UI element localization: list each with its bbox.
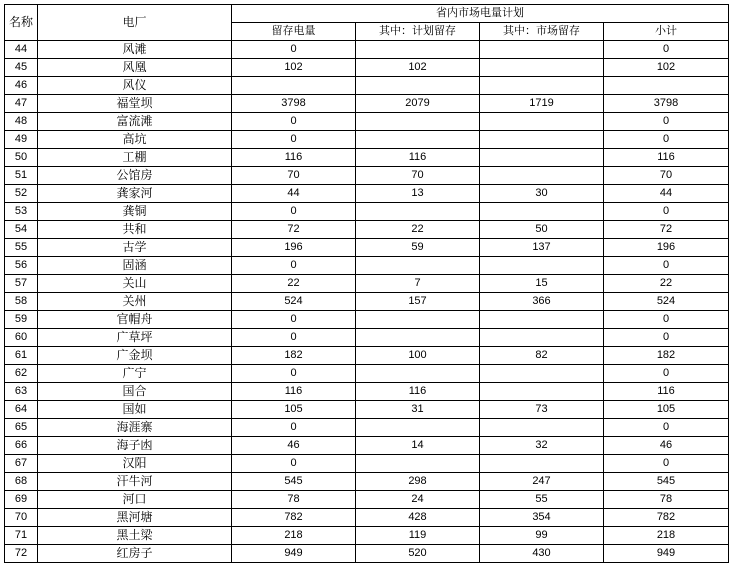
cell-plant: 广宁 <box>38 365 232 383</box>
cell-market-keep <box>480 311 604 329</box>
cell-subtotal: 545 <box>604 473 729 491</box>
table-row[interactable] <box>5 221 729 239</box>
cell-keep-energy: 0 <box>232 41 356 59</box>
cell-plant: 风凰 <box>38 59 232 77</box>
cell-index: 64 <box>5 401 38 419</box>
cell-subtotal: 0 <box>604 329 729 347</box>
cell-market-keep <box>480 329 604 347</box>
cell-subtotal: 0 <box>604 311 729 329</box>
cell-keep-energy: 545 <box>232 473 356 491</box>
table-row[interactable] <box>5 545 729 563</box>
cell-index: 55 <box>5 239 38 257</box>
cell-keep-energy: 182 <box>232 347 356 365</box>
cell-plant: 国如 <box>38 401 232 419</box>
cell-plan-keep: 70 <box>356 167 480 185</box>
cell-subtotal: 0 <box>604 365 729 383</box>
cell-keep-energy: 0 <box>232 455 356 473</box>
cell-subtotal: 0 <box>604 455 729 473</box>
cell-plan-keep <box>356 365 480 383</box>
cell-index: 53 <box>5 203 38 221</box>
header-index: 名称 <box>5 5 38 41</box>
cell-index: 50 <box>5 149 38 167</box>
cell-market-keep <box>480 77 604 95</box>
cell-index: 68 <box>5 473 38 491</box>
cell-plan-keep: 24 <box>356 491 480 509</box>
cell-plan-keep <box>356 203 480 221</box>
table-row[interactable] <box>5 77 729 95</box>
cell-index: 47 <box>5 95 38 113</box>
cell-market-keep: 32 <box>480 437 604 455</box>
cell-subtotal: 0 <box>604 419 729 437</box>
cell-market-keep: 55 <box>480 491 604 509</box>
cell-plant: 广草坪 <box>38 329 232 347</box>
cell-plant: 古学 <box>38 239 232 257</box>
cell-market-keep: 430 <box>480 545 604 563</box>
table-row[interactable] <box>5 95 729 113</box>
cell-market-keep <box>480 419 604 437</box>
table-body <box>5 41 729 563</box>
cell-keep-energy: 0 <box>232 329 356 347</box>
cell-market-keep <box>480 113 604 131</box>
cell-market-keep <box>480 41 604 59</box>
cell-plan-keep: 2079 <box>356 95 480 113</box>
cell-plan-keep: 298 <box>356 473 480 491</box>
cell-index: 71 <box>5 527 38 545</box>
cell-index: 52 <box>5 185 38 203</box>
cell-index: 51 <box>5 167 38 185</box>
cell-plan-keep <box>356 131 480 149</box>
cell-index: 67 <box>5 455 38 473</box>
cell-index: 65 <box>5 419 38 437</box>
cell-keep-energy: 105 <box>232 401 356 419</box>
cell-plan-keep <box>356 77 480 95</box>
cell-subtotal: 218 <box>604 527 729 545</box>
cell-market-keep <box>480 257 604 275</box>
cell-subtotal: 116 <box>604 149 729 167</box>
cell-keep-energy: 0 <box>232 365 356 383</box>
cell-plan-keep: 116 <box>356 383 480 401</box>
table-header-row-group <box>5 5 729 23</box>
cell-subtotal: 196 <box>604 239 729 257</box>
cell-keep-energy: 0 <box>232 113 356 131</box>
cell-keep-energy: 22 <box>232 275 356 293</box>
cell-keep-energy: 116 <box>232 383 356 401</box>
cell-plan-keep: 31 <box>356 401 480 419</box>
cell-market-keep <box>480 149 604 167</box>
cell-keep-energy: 78 <box>232 491 356 509</box>
cell-subtotal: 22 <box>604 275 729 293</box>
cell-index: 60 <box>5 329 38 347</box>
cell-plan-keep <box>356 329 480 347</box>
cell-index: 54 <box>5 221 38 239</box>
cell-plant: 黑土梁 <box>38 527 232 545</box>
header-keep-energy: 留存电量 <box>232 23 356 41</box>
cell-index: 72 <box>5 545 38 563</box>
cell-keep-energy: 0 <box>232 311 356 329</box>
cell-plant: 龚家河 <box>38 185 232 203</box>
cell-subtotal: 116 <box>604 383 729 401</box>
table-row[interactable] <box>5 473 729 491</box>
cell-plan-keep: 116 <box>356 149 480 167</box>
table-row[interactable] <box>5 149 729 167</box>
cell-plant: 公馆房 <box>38 167 232 185</box>
cell-keep-energy: 72 <box>232 221 356 239</box>
cell-plan-keep <box>356 455 480 473</box>
cell-plan-keep <box>356 41 480 59</box>
cell-plant: 高坑 <box>38 131 232 149</box>
cell-market-keep <box>480 167 604 185</box>
cell-plan-keep: 102 <box>356 59 480 77</box>
header-subtotal: 小计 <box>604 23 729 41</box>
cell-plant: 海子凼 <box>38 437 232 455</box>
cell-keep-energy: 70 <box>232 167 356 185</box>
cell-keep-energy: 524 <box>232 293 356 311</box>
table-row[interactable] <box>5 185 729 203</box>
cell-index: 58 <box>5 293 38 311</box>
cell-plan-keep: 119 <box>356 527 480 545</box>
cell-index: 56 <box>5 257 38 275</box>
cell-plant: 固涵 <box>38 257 232 275</box>
cell-plant: 风仪 <box>38 77 232 95</box>
cell-keep-energy: 0 <box>232 203 356 221</box>
cell-keep-energy: 46 <box>232 437 356 455</box>
cell-subtotal: 102 <box>604 59 729 77</box>
cell-plan-keep: 13 <box>356 185 480 203</box>
table-row[interactable] <box>5 131 729 149</box>
table-row[interactable] <box>5 203 729 221</box>
table-row[interactable] <box>5 167 729 185</box>
cell-plant: 红房子 <box>38 545 232 563</box>
cell-subtotal: 3798 <box>604 95 729 113</box>
cell-subtotal: 782 <box>604 509 729 527</box>
cell-subtotal: 949 <box>604 545 729 563</box>
cell-index: 49 <box>5 131 38 149</box>
table-row[interactable] <box>5 383 729 401</box>
cell-market-keep: 50 <box>480 221 604 239</box>
cell-market-keep <box>480 365 604 383</box>
cell-index: 61 <box>5 347 38 365</box>
cell-plan-keep: 14 <box>356 437 480 455</box>
cell-subtotal: 105 <box>604 401 729 419</box>
cell-market-keep: 137 <box>480 239 604 257</box>
cell-plant: 共和 <box>38 221 232 239</box>
cell-index: 57 <box>5 275 38 293</box>
cell-keep-energy: 196 <box>232 239 356 257</box>
cell-keep-energy: 0 <box>232 131 356 149</box>
cell-subtotal: 524 <box>604 293 729 311</box>
cell-index: 48 <box>5 113 38 131</box>
cell-subtotal <box>604 77 729 95</box>
cell-market-keep <box>480 455 604 473</box>
cell-plant: 国合 <box>38 383 232 401</box>
header-group-provincial-market-plan: 省内市场电量计划 <box>232 5 729 23</box>
cell-subtotal: 0 <box>604 113 729 131</box>
cell-subtotal: 72 <box>604 221 729 239</box>
cell-index: 59 <box>5 311 38 329</box>
table-row[interactable] <box>5 347 729 365</box>
cell-plan-keep <box>356 311 480 329</box>
table-row[interactable] <box>5 509 729 527</box>
cell-plant: 汉阳 <box>38 455 232 473</box>
header-plan-keep: 其中：计划留存 <box>356 23 480 41</box>
cell-plan-keep: 100 <box>356 347 480 365</box>
cell-subtotal: 182 <box>604 347 729 365</box>
cell-subtotal: 78 <box>604 491 729 509</box>
cell-market-keep: 15 <box>480 275 604 293</box>
cell-plant: 关山 <box>38 275 232 293</box>
table-row[interactable] <box>5 257 729 275</box>
cell-plan-keep: 157 <box>356 293 480 311</box>
cell-keep-energy: 782 <box>232 509 356 527</box>
cell-plan-keep <box>356 419 480 437</box>
table-row[interactable] <box>5 527 729 545</box>
cell-index: 45 <box>5 59 38 77</box>
cell-subtotal: 44 <box>604 185 729 203</box>
cell-market-keep <box>480 59 604 77</box>
cell-index: 69 <box>5 491 38 509</box>
cell-plan-keep: 59 <box>356 239 480 257</box>
header-plant: 电厂 <box>38 5 232 41</box>
cell-plan-keep <box>356 257 480 275</box>
cell-keep-energy <box>232 77 356 95</box>
cell-plan-keep: 520 <box>356 545 480 563</box>
cell-market-keep: 73 <box>480 401 604 419</box>
table-row[interactable] <box>5 365 729 383</box>
cell-keep-energy: 102 <box>232 59 356 77</box>
cell-plan-keep: 22 <box>356 221 480 239</box>
table-row[interactable] <box>5 329 729 347</box>
cell-keep-energy: 3798 <box>232 95 356 113</box>
table-row[interactable] <box>5 275 729 293</box>
cell-market-keep <box>480 203 604 221</box>
cell-market-keep: 82 <box>480 347 604 365</box>
cell-subtotal: 0 <box>604 257 729 275</box>
table-header <box>5 5 729 41</box>
cell-index: 62 <box>5 365 38 383</box>
table-row[interactable] <box>5 293 729 311</box>
cell-index: 66 <box>5 437 38 455</box>
cell-keep-energy: 116 <box>232 149 356 167</box>
table-row[interactable] <box>5 113 729 131</box>
cell-market-keep: 366 <box>480 293 604 311</box>
cell-index: 46 <box>5 77 38 95</box>
cell-plant: 富流滩 <box>38 113 232 131</box>
cell-market-keep: 30 <box>480 185 604 203</box>
electricity-plan-table <box>4 4 729 563</box>
cell-subtotal: 0 <box>604 131 729 149</box>
table-row[interactable] <box>5 239 729 257</box>
table-row[interactable] <box>5 437 729 455</box>
cell-plant: 关州 <box>38 293 232 311</box>
cell-plant: 广金坝 <box>38 347 232 365</box>
cell-keep-energy: 949 <box>232 545 356 563</box>
table-row[interactable] <box>5 419 729 437</box>
cell-subtotal: 0 <box>604 41 729 59</box>
cell-subtotal: 70 <box>604 167 729 185</box>
cell-plant: 龚铜 <box>38 203 232 221</box>
cell-market-keep: 1719 <box>480 95 604 113</box>
cell-plant: 风滩 <box>38 41 232 59</box>
cell-plant: 汗牛河 <box>38 473 232 491</box>
table-row[interactable] <box>5 455 729 473</box>
table-row[interactable] <box>5 41 729 59</box>
cell-index: 44 <box>5 41 38 59</box>
cell-keep-energy: 44 <box>232 185 356 203</box>
header-market-keep: 其中：市场留存 <box>480 23 604 41</box>
cell-plant: 黑河塘 <box>38 509 232 527</box>
cell-market-keep <box>480 383 604 401</box>
cell-index: 63 <box>5 383 38 401</box>
table-row[interactable] <box>5 59 729 77</box>
cell-plant: 河口 <box>38 491 232 509</box>
cell-plant: 福堂坝 <box>38 95 232 113</box>
cell-market-keep <box>480 131 604 149</box>
cell-market-keep: 99 <box>480 527 604 545</box>
cell-keep-energy: 218 <box>232 527 356 545</box>
cell-subtotal: 46 <box>604 437 729 455</box>
cell-market-keep: 247 <box>480 473 604 491</box>
cell-market-keep: 354 <box>480 509 604 527</box>
cell-plant: 官帽舟 <box>38 311 232 329</box>
cell-plan-keep: 428 <box>356 509 480 527</box>
table-row[interactable] <box>5 491 729 509</box>
cell-plan-keep <box>356 113 480 131</box>
cell-keep-energy: 0 <box>232 257 356 275</box>
cell-subtotal: 0 <box>604 203 729 221</box>
cell-plant: 工棚 <box>38 149 232 167</box>
table-row[interactable] <box>5 311 729 329</box>
table-row[interactable] <box>5 401 729 419</box>
cell-plan-keep: 7 <box>356 275 480 293</box>
cell-keep-energy: 0 <box>232 419 356 437</box>
cell-index: 70 <box>5 509 38 527</box>
cell-plant: 海涯寨 <box>38 419 232 437</box>
